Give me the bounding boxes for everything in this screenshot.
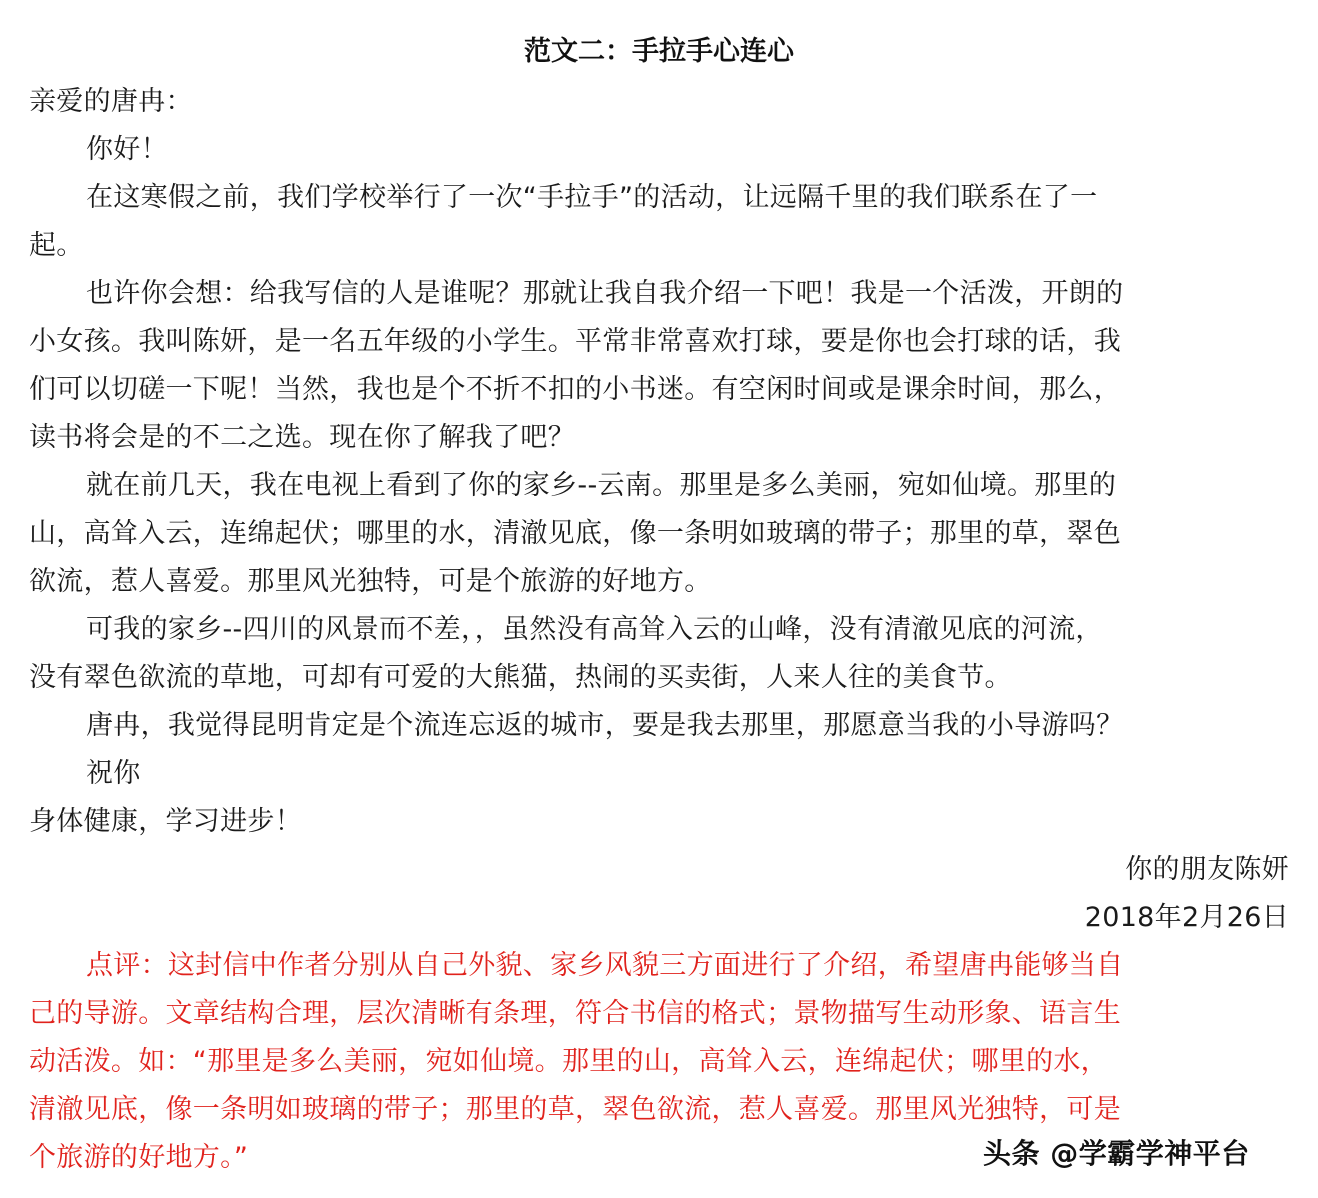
paragraph-line: 也许你会想：给我写信的人是谁呢？那就让我自我介绍一下吧！我是一个活泼，开朗的 bbox=[86, 278, 1124, 309]
paragraph-line: 就在前几天，我在电视上看到了你的家乡--云南。那里是多么美丽，宛如仙境。那里的 bbox=[86, 470, 1117, 501]
paragraph-line: 读书将会是的不二之选。现在你了解我了吧？ bbox=[29, 422, 575, 453]
greeting: 你好！ bbox=[86, 134, 168, 165]
letter-date: 2018年2月26日 bbox=[1084, 902, 1289, 933]
comment-line: 己的导游。文章结构合理，层次清晰有条理，符合书信的格式；景物描写生动形象、语言生 bbox=[29, 998, 1121, 1029]
closing-blessing: 身体健康，学习进步！ bbox=[29, 806, 302, 837]
paragraph-line: 唐冉，我觉得昆明肯定是个流连忘返的城市，要是我去那里，那愿意当我的小导游吗？ bbox=[86, 710, 1124, 741]
paragraph-line: 欲流，惹人喜爱。那里风光独特，可是个旅游的好地方。 bbox=[29, 566, 712, 597]
paragraph-line: 们可以切磋一下呢！当然，我也是个不折不扣的小书迷。有空闲时间或是课余时间，那么， bbox=[29, 374, 1121, 405]
paragraph-line: 没有翠色欲流的草地，可却有可爱的大熊猫，热闹的买卖街，人来人往的美食节。 bbox=[29, 662, 1012, 693]
paragraph-line: 山，高耸入云，连绵起伏；哪里的水，清澈见底，像一条明如玻璃的带子；那里的草，翠色 bbox=[29, 518, 1121, 549]
letter-body bbox=[29, 78, 1289, 1182]
salutation: 亲爱的唐冉： bbox=[29, 86, 193, 117]
paragraph-line: 在这寒假之前，我们学校举行了一次“手拉手”的活动，让远隔千里的我们联系在了一 bbox=[86, 182, 1098, 213]
comment-line: 点评：这封信中作者分别从自己外貌、家乡风貌三方面进行了介绍，希望唐冉能够当自 bbox=[86, 950, 1124, 981]
paragraph-line: 小女孩。我叫陈妍，是一名五年级的小学生。平常非常喜欢打球，要是你也会打球的话，我 bbox=[29, 326, 1121, 357]
watermark: 头条 @学霸学神平台 bbox=[983, 1137, 1250, 1170]
closing-wish: 祝你 bbox=[86, 758, 141, 789]
signature: 你的朋友陈妍 bbox=[1125, 854, 1289, 885]
paragraph-line: 起。 bbox=[29, 230, 84, 261]
paragraph-line: 可我的家乡--四川的风景而不差，，虽然没有高耸入云的山峰，没有清澈见底的河流， bbox=[86, 614, 1103, 645]
document-title: 范文二：手拉手心连心 bbox=[524, 36, 794, 67]
comment-line: 个旅游的好地方。” bbox=[29, 1142, 249, 1173]
comment-line: 清澈见底，像一条明如玻璃的带子；那里的草，翠色欲流，惹人喜爱。那里风光独特，可是 bbox=[29, 1094, 1121, 1125]
comment-line: 动活泼。如：“那里是多么美丽，宛如仙境。那里的山，高耸入云，连绵起伏；哪里的水， bbox=[29, 1046, 1108, 1077]
